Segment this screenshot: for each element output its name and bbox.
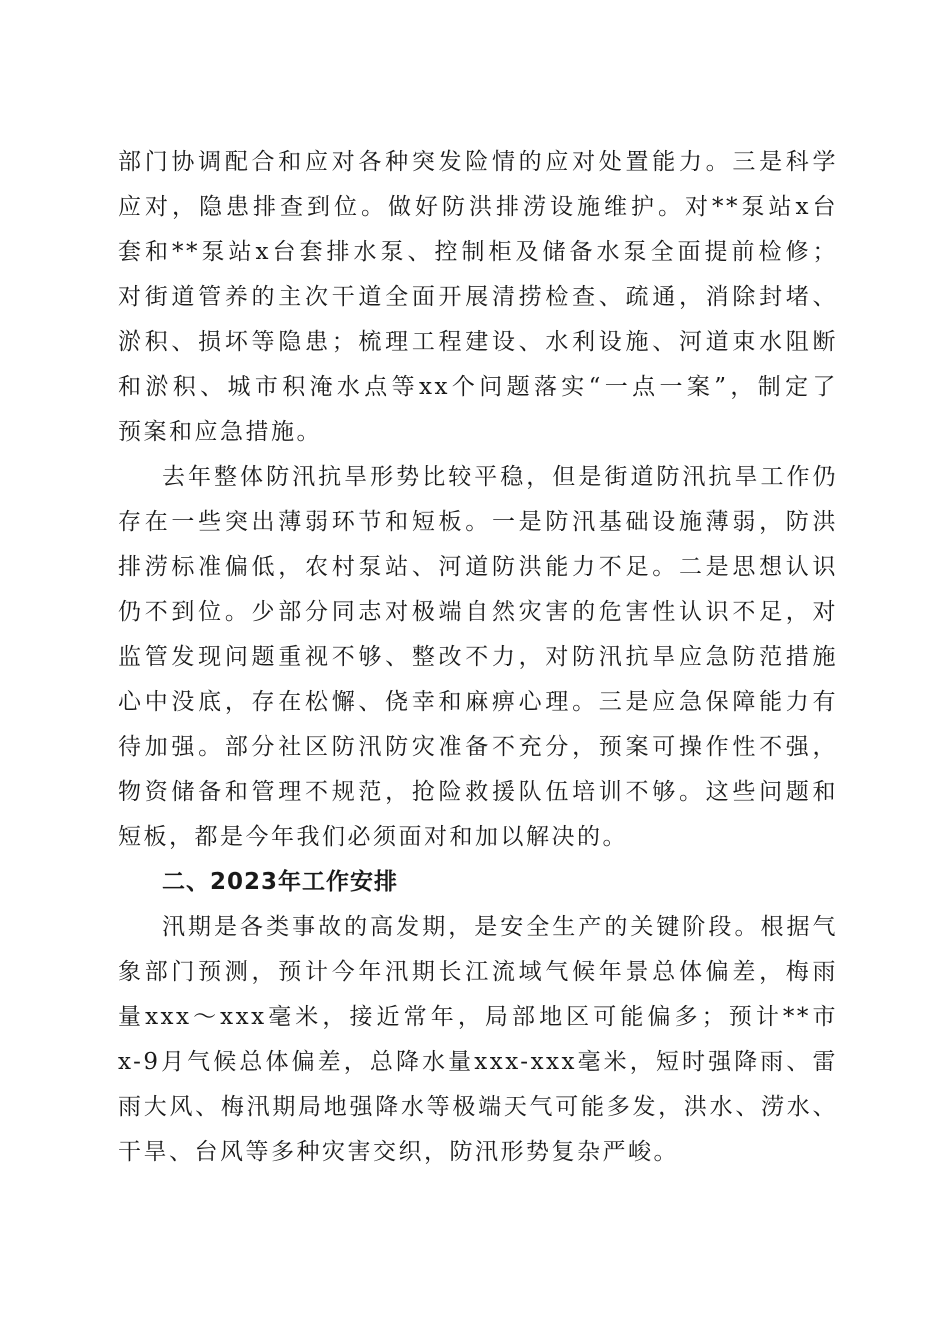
- text-line: 监管发现问题重视不够、整改不力，对防汛抗旱应急防范措施: [118, 644, 838, 670]
- text-line: 部门协调配合和应对各种突发险情的应对处置能力。三是科学: [118, 149, 838, 175]
- text-line: 汛期是各类事故的高发期，是安全生产的关键阶段。根据气: [162, 914, 838, 940]
- text-line: 短板，都是今年我们必须面对和加以解决的。: [118, 824, 628, 850]
- text-line: 去年整体防汛抗旱形势比较平稳，但是街道防汛抗旱工作仍: [162, 464, 838, 490]
- paragraph-3: [118, 905, 838, 1175]
- paragraph-1: [118, 140, 838, 455]
- document-page: [118, 140, 838, 1175]
- text-line: 物资储备和管理不规范，抢险救援队伍培训不够。这些问题和: [118, 779, 838, 805]
- text-line: 量xxx～xxx毫米，接近常年，局部地区可能偏多；预计**市: [118, 1004, 838, 1030]
- text-line: 预案和应急措施。: [118, 419, 322, 445]
- text-line: x-9月气候总体偏差，总降水量xxx-xxx毫米，短时强降雨、雷: [118, 1049, 838, 1075]
- text-line: 象部门预测，预计今年汛期长江流域气候年景总体偏差，梅雨: [118, 959, 838, 985]
- text-line: 待加强。部分社区防汛防灾准备不充分，预案可操作性不强，: [118, 734, 838, 760]
- text-line: 对街道管养的主次干道全面开展清捞检查、疏通，消除封堵、: [118, 284, 838, 310]
- section-heading: 二、2023年工作安排: [162, 869, 399, 895]
- text-line: 和淤积、城市积淹水点等xx个问题落实“一点一案”，制定了: [118, 374, 838, 400]
- text-line: 仍不到位。少部分同志对极端自然灾害的危害性认识不足，对: [118, 599, 838, 625]
- text-line: 存在一些突出薄弱环节和短板。一是防汛基础设施薄弱，防洪: [118, 509, 838, 535]
- text-line: 排涝标准偏低，农村泵站、河道防洪能力不足。二是思想认识: [118, 554, 838, 580]
- text-line: 心中没底，存在松懈、侥幸和麻痹心理。三是应急保障能力有: [118, 689, 838, 715]
- text-line: 雨大风、梅汛期局地强降水等极端天气可能多发，洪水、涝水、: [118, 1094, 838, 1120]
- paragraph-2: [118, 455, 838, 860]
- text-line: 干旱、台风等多种灾害交织，防汛形势复杂严峻。: [118, 1139, 679, 1165]
- text-line: 套和**泵站x台套排水泵、控制柜及储备水泵全面提前检修；: [118, 239, 838, 265]
- text-line: 应对，隐患排查到位。做好防洪排涝设施维护。对**泵站x台: [118, 194, 838, 220]
- text-line: 淤积、损坏等隐患；梳理工程建设、水利设施、河道束水阻断: [118, 329, 838, 355]
